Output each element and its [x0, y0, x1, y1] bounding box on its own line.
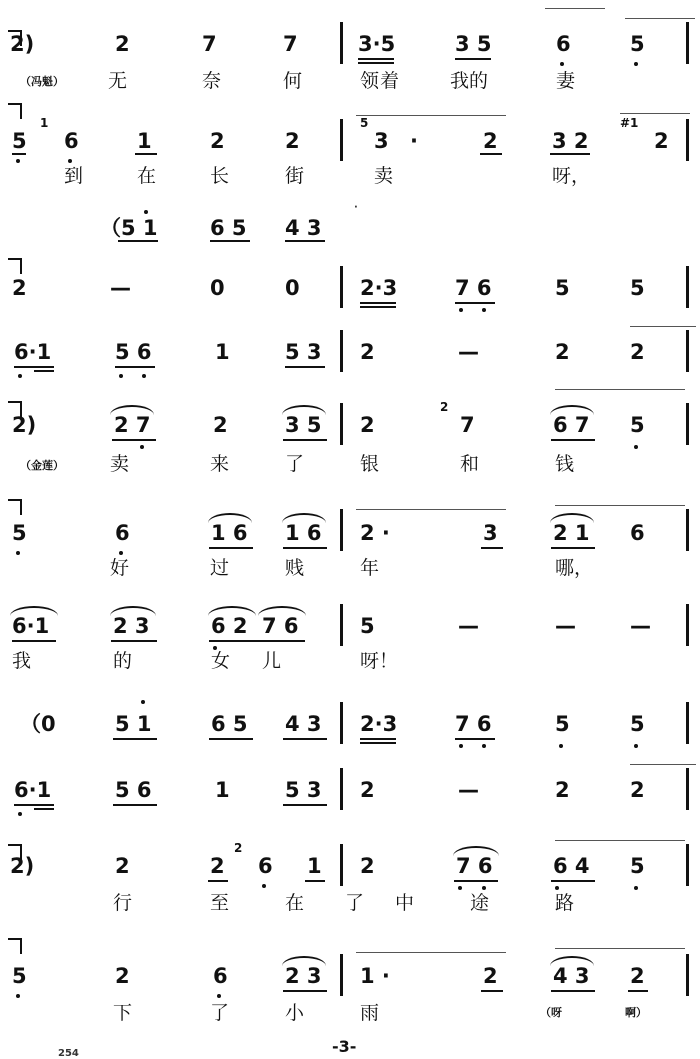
- octave-dot: [16, 159, 20, 163]
- note: 1 ·: [360, 964, 390, 988]
- tie-line: [555, 840, 685, 841]
- octave-dot: [262, 884, 266, 888]
- note: 6 5: [211, 712, 248, 736]
- underline: [360, 306, 396, 308]
- note: 3 2: [552, 129, 589, 153]
- underline: [358, 58, 394, 60]
- underline: [113, 804, 157, 806]
- underline: [115, 366, 155, 368]
- note: 4 3: [553, 964, 590, 988]
- octave-dot: [140, 445, 144, 449]
- bar-line: [340, 702, 343, 744]
- underline: [12, 640, 56, 642]
- lyric: 卖: [110, 453, 130, 475]
- octave-dot: [119, 374, 123, 378]
- underline: [550, 153, 590, 155]
- lyric: 来: [210, 453, 230, 475]
- note: 6 7: [553, 413, 590, 437]
- underline: [285, 366, 325, 368]
- bar-line: [686, 768, 689, 810]
- underline: [112, 439, 156, 441]
- note: 5: [630, 32, 645, 56]
- note: 5 3: [285, 778, 322, 802]
- bar-line: [686, 702, 689, 744]
- bar-line: [686, 22, 689, 64]
- octave-dot: [559, 744, 563, 748]
- tie-line: [356, 115, 506, 116]
- note: 2): [10, 32, 35, 56]
- bar-line: [340, 509, 343, 551]
- bar-line: [686, 119, 689, 161]
- underline: [209, 738, 253, 740]
- note: 6 5: [210, 216, 247, 240]
- note: 6: [213, 964, 228, 988]
- lyric: 我的: [450, 70, 489, 92]
- lyric: 我: [12, 650, 32, 672]
- note: 6 4: [553, 854, 590, 878]
- underline: [12, 153, 26, 155]
- lyric: 过: [210, 557, 230, 579]
- note: 1: [215, 778, 230, 802]
- note: 5: [555, 712, 570, 736]
- note: 2: [360, 340, 375, 364]
- note: 4 3: [285, 712, 322, 736]
- note: 6 2: [211, 614, 248, 638]
- lyric: 小: [285, 1002, 305, 1024]
- note: 0: [210, 276, 225, 300]
- lyric: 卖: [374, 165, 394, 187]
- octave-dot: [482, 744, 486, 748]
- lyric: 钱: [555, 453, 575, 475]
- note: 5 1: [115, 712, 152, 736]
- note: 1: [307, 854, 322, 878]
- note: 2: [115, 964, 130, 988]
- repeat-bracket: [8, 103, 22, 119]
- underline: [628, 990, 648, 992]
- lyric: 儿: [262, 650, 282, 672]
- grace-note: 5: [360, 116, 369, 130]
- note: 7 6: [455, 276, 492, 300]
- lyric: 呀，: [552, 165, 591, 187]
- tie-line: [630, 764, 696, 765]
- note: 6·1: [14, 340, 52, 364]
- note: 5 3: [285, 340, 322, 364]
- octave-dot: [459, 308, 463, 312]
- page-number: -3-: [332, 1037, 357, 1056]
- note: 5: [630, 413, 645, 437]
- note: 6·1: [14, 778, 52, 802]
- lyric: 路: [555, 892, 575, 914]
- note: 5 6: [115, 778, 152, 802]
- note: 7: [202, 32, 217, 56]
- underline: [283, 439, 327, 441]
- tie-line: [545, 8, 605, 9]
- note: 5: [630, 276, 645, 300]
- underline: [358, 62, 394, 64]
- note: 2: [555, 778, 570, 802]
- note: 6: [630, 521, 645, 545]
- note: 2: [210, 129, 225, 153]
- bar-line: [340, 330, 343, 372]
- bar-line: [340, 22, 343, 64]
- lyric: 好: [110, 557, 130, 579]
- underline: [111, 640, 157, 642]
- role-label: （冯魁）: [20, 75, 64, 88]
- underline: [360, 738, 396, 740]
- note: 5: [630, 712, 645, 736]
- octave-dot: [68, 159, 72, 163]
- underline: [135, 153, 157, 155]
- note: —: [630, 614, 651, 638]
- bar-line: [686, 330, 689, 372]
- bar-line: [340, 954, 343, 996]
- underline: [208, 880, 228, 882]
- bar-line: [340, 119, 343, 161]
- underline: [283, 804, 327, 806]
- lyric: 贱: [285, 557, 305, 579]
- underline: [283, 547, 327, 549]
- note: 3 5: [285, 413, 322, 437]
- octave-dot: [16, 551, 20, 555]
- lyric: 何: [283, 70, 303, 92]
- note: 7 6: [456, 854, 493, 878]
- lyric: 到: [64, 165, 84, 187]
- note: 1 6: [285, 521, 322, 545]
- tie-line: [356, 952, 506, 953]
- underline: [551, 880, 595, 882]
- bar-line: [686, 266, 689, 308]
- lyric: 和: [460, 453, 480, 475]
- underline: [455, 738, 495, 740]
- octave-dot: [560, 62, 564, 66]
- lyric: 着: [380, 70, 400, 92]
- lyric: 在: [285, 892, 305, 914]
- bar-line: [340, 403, 343, 445]
- stray-mark: ·: [354, 202, 358, 213]
- note: 3: [483, 521, 498, 545]
- octave-dot: [634, 886, 638, 890]
- lyric: 雨: [360, 1002, 380, 1024]
- grace-note: #1: [620, 116, 639, 130]
- bar-line: [340, 844, 343, 886]
- grace-note: 2: [234, 841, 243, 855]
- note: 2: [630, 778, 645, 802]
- note: 2: [360, 413, 375, 437]
- note: 7 6: [455, 712, 492, 736]
- note: 5: [12, 521, 27, 545]
- octave-dot: [144, 210, 148, 214]
- note: 5: [360, 614, 375, 638]
- lyric: 的: [113, 650, 133, 672]
- note: ·: [410, 129, 418, 153]
- underline: [360, 302, 396, 304]
- tie-line: [356, 509, 506, 510]
- note: 3: [374, 129, 389, 153]
- octave-dot: [18, 374, 22, 378]
- lyric: （呀: [540, 1006, 562, 1019]
- underline: [209, 640, 305, 642]
- repeat-bracket: [8, 938, 22, 954]
- note: 2): [12, 413, 37, 437]
- lyric: 女: [211, 650, 231, 672]
- grace-note: 1: [40, 116, 49, 130]
- note: 2: [285, 129, 300, 153]
- note: 2: [210, 854, 225, 878]
- octave-dot: [142, 374, 146, 378]
- octave-dot: [217, 994, 221, 998]
- underline: [454, 880, 498, 882]
- note: 2: [483, 964, 498, 988]
- lyric: 在: [137, 165, 157, 187]
- octave-dot: [459, 744, 463, 748]
- lyric: 奈: [202, 70, 222, 92]
- lyric: 途: [470, 892, 490, 914]
- underline: [34, 370, 54, 372]
- bar-line: [340, 604, 343, 646]
- lyric: 了: [210, 1002, 230, 1024]
- note: 2: [115, 854, 130, 878]
- note: 5 6: [115, 340, 152, 364]
- underline: [455, 58, 491, 60]
- bar-line: [686, 844, 689, 886]
- note: —: [110, 276, 131, 300]
- note: 2·3: [360, 276, 398, 300]
- octave-dot: [141, 700, 145, 704]
- lyric: 行: [113, 892, 133, 914]
- underline: [551, 547, 595, 549]
- bar-line: [340, 768, 343, 810]
- octave-dot: [482, 308, 486, 312]
- lyric: 了: [285, 453, 305, 475]
- underline: [481, 547, 503, 549]
- note: 1 6: [211, 521, 248, 545]
- lyric: 领: [360, 70, 380, 92]
- note: 2): [10, 854, 35, 878]
- underline: [34, 808, 54, 810]
- tie-line: [630, 326, 696, 327]
- note: 7: [283, 32, 298, 56]
- note: —: [458, 340, 479, 364]
- underline: [551, 439, 595, 441]
- note: 2 ·: [360, 521, 390, 545]
- note: 5: [12, 964, 27, 988]
- note: 2: [360, 854, 375, 878]
- footer-fragment: 254: [58, 1048, 79, 1059]
- tie-line: [620, 113, 690, 114]
- note: 2 3: [113, 614, 150, 638]
- note: 4 3: [285, 216, 322, 240]
- note: 1: [215, 340, 230, 364]
- note: 2 3: [285, 964, 322, 988]
- underline: [14, 804, 54, 806]
- note: 6: [258, 854, 273, 878]
- underline: [285, 240, 325, 242]
- underline: [14, 366, 54, 368]
- octave-dot: [634, 62, 638, 66]
- underline: [305, 880, 325, 882]
- note: （5 1: [100, 216, 158, 240]
- note: 5: [12, 129, 27, 153]
- lyric: 下: [113, 1002, 133, 1024]
- note: 2: [654, 129, 669, 153]
- lyric: 银: [360, 453, 380, 475]
- note: 6: [115, 521, 130, 545]
- tie-line: [555, 505, 685, 506]
- octave-dot: [482, 886, 486, 890]
- lyric: 哪，: [555, 557, 594, 579]
- underline: [118, 240, 158, 242]
- octave-dot: [458, 886, 462, 890]
- note: 2: [483, 129, 498, 153]
- tie-line: [555, 389, 685, 390]
- underline: [360, 742, 396, 744]
- underline: [113, 738, 157, 740]
- note: 6·1: [12, 614, 50, 638]
- note: 2: [630, 964, 645, 988]
- note: 2: [360, 778, 375, 802]
- note: 2 1: [553, 521, 590, 545]
- octave-dot: [555, 886, 559, 890]
- note: —: [458, 778, 479, 802]
- underline: [455, 302, 495, 304]
- tie-line: [555, 948, 685, 949]
- note: 6: [556, 32, 571, 56]
- lyric: 了: [345, 892, 365, 914]
- lyric: 至: [210, 892, 230, 914]
- note: —: [555, 614, 576, 638]
- bar-line: [686, 403, 689, 445]
- note: 5: [555, 276, 570, 300]
- lyric: 中: [395, 892, 415, 914]
- repeat-bracket: [8, 499, 22, 515]
- bar-line: [686, 509, 689, 551]
- note: 3 5: [455, 32, 492, 56]
- underline: [481, 990, 503, 992]
- lyric: 无: [108, 70, 128, 92]
- tie-line: [625, 18, 695, 19]
- role-label: （金莲）: [20, 459, 64, 472]
- note: 5: [630, 854, 645, 878]
- bar-line: [340, 266, 343, 308]
- underline: [480, 153, 502, 155]
- octave-dot: [119, 551, 123, 555]
- note: 2: [12, 276, 27, 300]
- note: 7: [460, 413, 475, 437]
- grace-note: 2: [440, 400, 449, 414]
- underline: [551, 990, 595, 992]
- note: 0: [285, 276, 300, 300]
- underline: [210, 240, 250, 242]
- note: 6: [64, 129, 79, 153]
- lyric: 街: [285, 165, 305, 187]
- note: 2: [630, 340, 645, 364]
- bar-line: [686, 954, 689, 996]
- underline: [283, 990, 327, 992]
- note: 2: [555, 340, 570, 364]
- repeat-bracket: [8, 258, 22, 274]
- octave-dot: [18, 812, 22, 816]
- note: 2 7: [114, 413, 151, 437]
- note: （0: [20, 712, 56, 736]
- lyric: 呀！: [360, 650, 399, 672]
- bar-line: [686, 604, 689, 646]
- note: 3·5: [358, 32, 396, 56]
- lyric: 长: [210, 165, 230, 187]
- underline: [283, 738, 327, 740]
- note: 2: [115, 32, 130, 56]
- underline: [209, 547, 253, 549]
- octave-dot: [16, 994, 20, 998]
- note: 1: [137, 129, 152, 153]
- note: 2·3: [360, 712, 398, 736]
- note: 2: [213, 413, 228, 437]
- octave-dot: [634, 445, 638, 449]
- note: 7 6: [262, 614, 299, 638]
- octave-dot: [634, 744, 638, 748]
- lyric: 啊）: [625, 1006, 647, 1019]
- lyric: 年: [360, 557, 380, 579]
- lyric: 妻: [556, 70, 576, 92]
- note: —: [458, 614, 479, 638]
